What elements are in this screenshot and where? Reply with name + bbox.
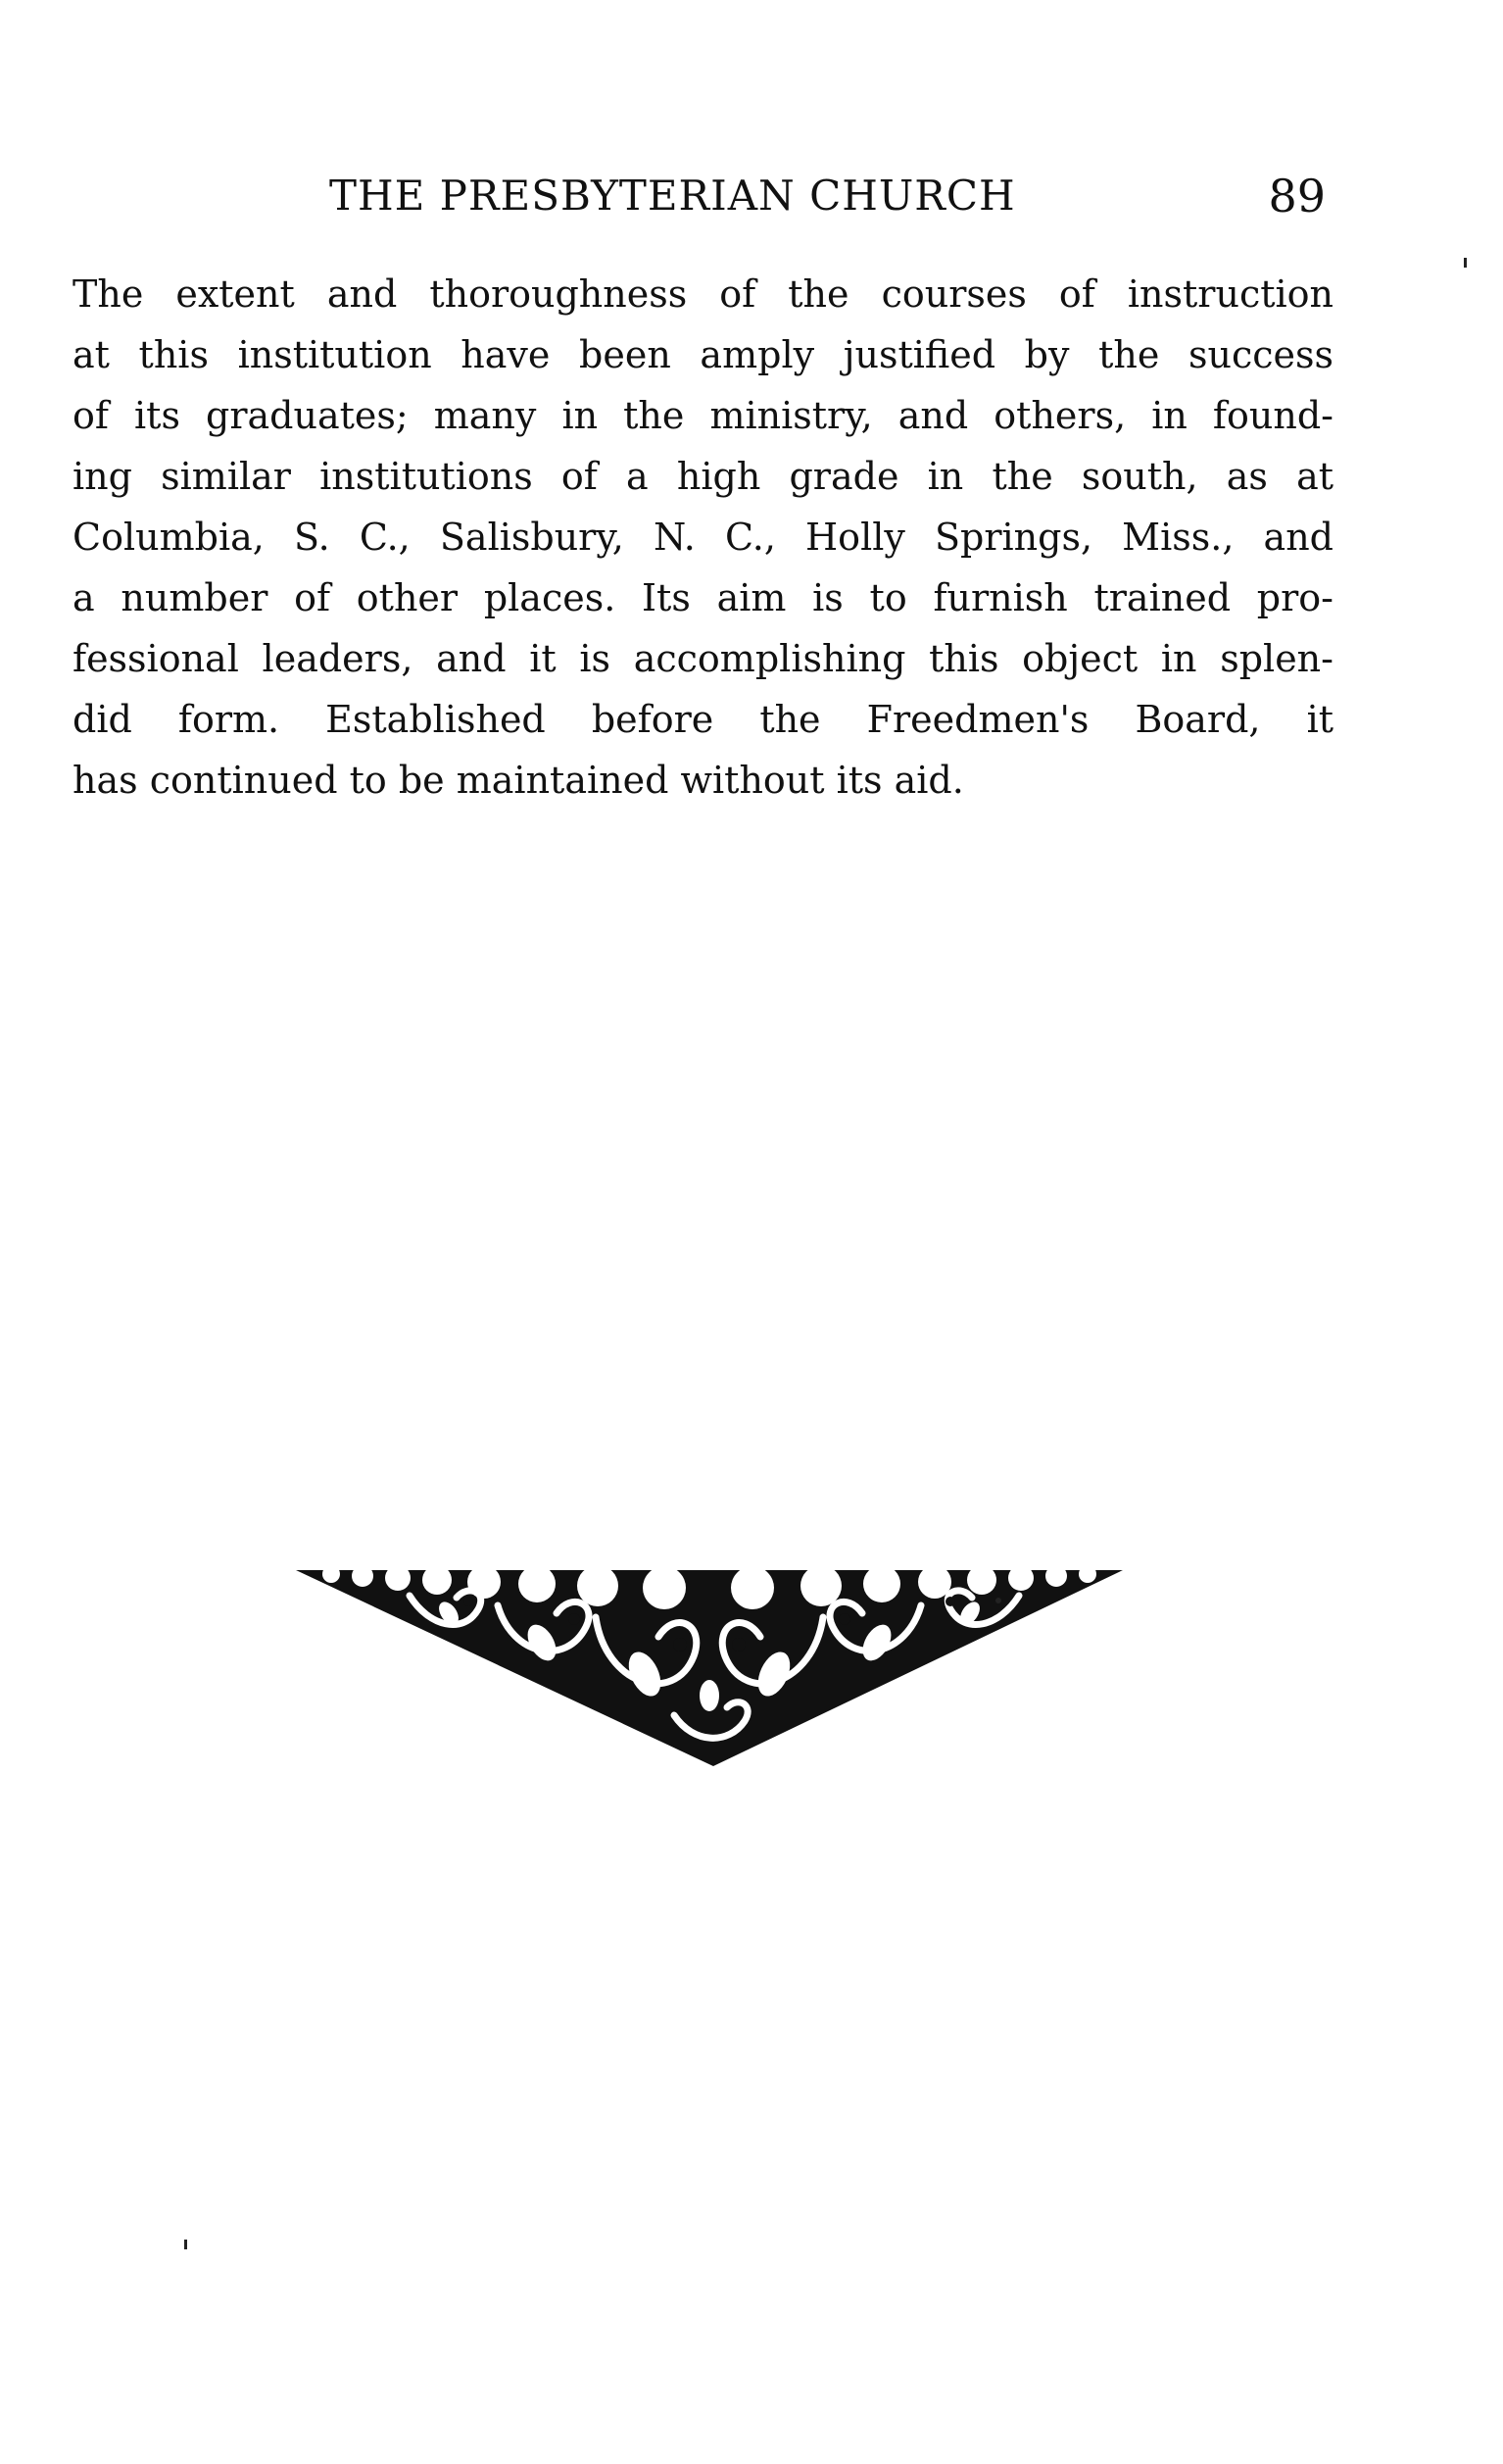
body-paragraph: [73, 264, 1333, 811]
scrollwork-tailpiece-icon: [292, 1549, 1127, 1769]
print-speck: [184, 2240, 187, 2249]
running-head: [73, 162, 1333, 230]
text-line: a number of other places. Its aim is to furnish trained pro-: [73, 576, 1333, 619]
page-number: 89: [1268, 170, 1326, 222]
text-line: Columbia, S. C., Salisbury, N. C., Holly Springs, Miss., and: [73, 516, 1333, 559]
running-title: THE PRESBYTERIAN CHURCH: [329, 172, 1016, 220]
text-line: did form. Established before the Freedmen's Board, it: [73, 698, 1333, 741]
text-line: ing similar institutions of a high grade in the south, as at: [73, 455, 1333, 498]
print-speck: [995, 1598, 1001, 1603]
text-line: at this institution have been amply justified by the success: [73, 333, 1333, 376]
text-line: The extent and thoroughness of the courses of instruction: [73, 272, 1333, 316]
text-line: of its graduates; many in the ministry, and others, in found-: [73, 394, 1333, 437]
text-line: has continued to be maintained without its aid.: [73, 759, 964, 802]
print-speck: [1464, 258, 1467, 268]
text-line: fessional leaders, and it is accomplishing this object in splen-: [73, 637, 1333, 680]
